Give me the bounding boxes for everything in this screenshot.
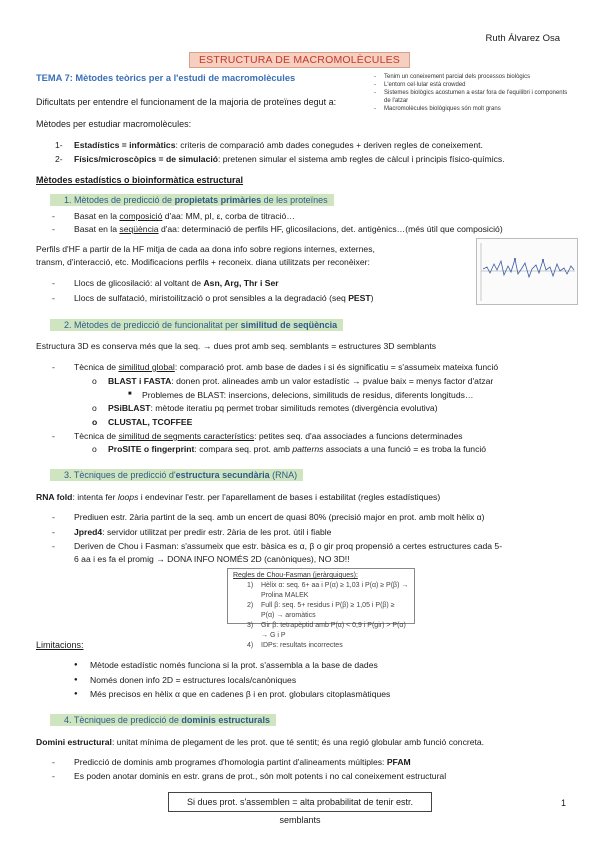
page-number: 1 [560,798,566,808]
summary-box: Si dues prot. s'assemblen = alta probabilitat de tenir estr. semblants [168,792,432,812]
list-item: - Basat en la composició d'aa: MM, pI, ε, corba de titració… [74,211,295,221]
hydrophobicity-plot-image [476,238,578,305]
section-2-header [50,320,343,330]
section-title: Mètodes estadístics o bioinformàtica estructural [36,175,244,185]
paragraph: Domini estructural: unitat mínima de plegament de les prot. que té sentit; és una regió globular amb funció concreta. [36,737,485,747]
rule-item: 3) Gir β: tetrapèptid amb P(α) < 0,9 i P(gir) > P(α) → G i P [247,622,406,639]
header-text: 1. Mètodes de predicció de [64,195,175,205]
paragraph: RNA fold: intenta fer loops i endevinar l'estr. per l'aparellament de bases i estabilitat (regles estadístiques) [36,492,441,502]
method-name: Físics/microscòpics = de simulació [74,154,219,164]
sidebar-note: - Sistemes biològics acostumen a estar fora de l'equilibri i components de l'atzar [374,89,574,105]
method-desc: : pretenen simular el sistema amb regles de càlcul i principis físico-químics. [218,154,505,164]
sidebar-note: - L'entorn cel·lular està crowded [374,81,574,89]
list-item: ■ Problemes de BLAST: insercions, delecions, similituds de residus, diferents longituds… [142,390,474,400]
list-item: ● Mètode estadístic només funciona si la prot. s'assembla a la base de dades [90,660,378,670]
list-item: o CLUSTAL, TCOFFEE [108,417,192,427]
header-text: de les proteïnes [261,195,328,205]
chou-fasman-rules-box [227,568,415,649]
rule-item: 1) Hèlix α: seq. 6+ aa i P(α) ≥ 1,03 i P(α) ≥ P(β) → Prolina MALEK [247,582,409,599]
list-item: ● Més precisos en hèlix α que en cadenes β i en prot. globulars citoplasmàtiques [90,689,390,699]
header-text: 3. Tècniques de predicció d' [64,470,176,480]
paragraph: transm, d'interacció, etc. Modificacions perfils + reconeix. diana utilitzats per reconèixer: [36,257,370,267]
page-title: ESTRUCTURA DE MACROMOLÈCULES [189,52,410,68]
sidebar-note: - Tenim un coneixement parcial dels processos biològics [374,73,574,81]
list-item: o ProSITE o fingerprint: compara seq. prot. amb patterns associats a una funció = es troba la funció [108,444,486,454]
header-bold: similitud de seqüència [240,320,338,330]
method-item [55,154,505,164]
method-number: 1- [55,140,63,150]
list-item: o PSiBLAST: mètode iteratiu pq permet trobar similituds remotes (divergència evolutiva) [108,403,438,413]
list-item: - Deriven de Chou i Fasman: s'assumeix que estr. bàsica es α, β o gir proq propensió a certes estructures cada 5- [74,541,502,551]
list-item: o BLAST i FASTA: donen prot. alineades amb un valor estadístic → pvalue baix = menys factor d'atzar [108,376,493,386]
method-item [55,140,483,150]
section-3-header [50,470,303,480]
list-item: - Basat en la seqüència d'aa: determinació de perfils HF, glicosilacions, det. antigènics…(més útil que composició) [74,224,503,234]
paragraph: Estructura 3D es conserva més que la seq. → dues prot amb seq. semblants = estructures 3D semblants [36,341,437,351]
sidebar-notes [374,73,574,113]
list-item: - Llocs de sulfatació, miristoilització o prot sensibles a la degradació (seq PEST) [74,293,374,303]
section-1-header [50,195,334,205]
list-item: - Tècnica de similitud global: comparació prot. amb base de dades i si és significatiu = s'assumeix mateixa funció [74,362,498,372]
list-item-continued: 6 aa i es fa el promig → DONA INFO NOMÉS 2D (canòniques), NO 3D!! [74,554,350,564]
box-title: Regles de Chou-Fasman (jeràrquiques): [233,572,358,579]
methods-text: Mètodes per estudiar macromolècules: [36,119,192,129]
rule-item: 2) Full β: seq. 5+ residus i P(β) ≥ 1,05 i P(β) ≥ P(α) → aromàtics [247,602,395,619]
sidebar-note: - Macromolècules biològiques són molt grans [374,105,574,113]
method-desc: : criteris de comparació amb dades conegudes + deriven regles de coneixement. [175,140,483,150]
method-name: Estadístics = informàtics [74,140,176,150]
limitations-heading: Limitacions: [36,640,84,650]
header-text: 4. Tècniques de predicció de [64,715,182,725]
paragraph: Perfils d'HF a partir de la HF mitja de cada aa dona info sobre regions internes, externes, [36,244,375,254]
header-bold: propietats primàries [174,195,262,205]
list-item: ● Només donen info 2D = estructures locals/canòniques [90,675,296,685]
header-text: 2. Mètodes de predicció de funcionalitat per [64,320,241,330]
list-item: - Es poden anotar dominis en estr. grans de prot., són molt potents i no cal coneixement estructural [74,771,446,781]
header-bold: dominis estructurals [181,715,270,725]
header-text: (RNA) [269,470,298,480]
section-4-header [50,715,276,725]
rule-item: 4) IDPs: resultats incorrectes [247,642,343,649]
topic-heading: TEMA 7: Mètodes teòrics per a l'estudi de macromolècules [36,73,296,83]
list-item: - Predicció de dominis amb programes d'homologia partint d'alineaments múltiples: PFAM [74,757,411,767]
author-name: Ruth Álvarez Osa [485,33,560,44]
method-number: 2- [55,154,63,164]
list-item: - Prediuen estr. 2ària partint de la seq. amb un encert de quasi 80% (precisió major en prot. amb molt hèlix α) [74,512,485,522]
list-item: - Tècnica de similitud de segments característics: petites seq. d'aa associades a funcions determinades [74,431,463,441]
list-item: - Llocs de glicosilació: al voltant de Asn, Arg, Thr i Ser [74,278,279,288]
header-bold: estructura secundària [175,470,270,480]
list-item: - Jpred4: servidor utilitzat per predir estr. 2ària de les prot. útil i fiable [74,527,331,537]
difficulties-text: Dificultats per entendre el funcionament de la majoria de proteïnes degut a: [36,97,337,107]
